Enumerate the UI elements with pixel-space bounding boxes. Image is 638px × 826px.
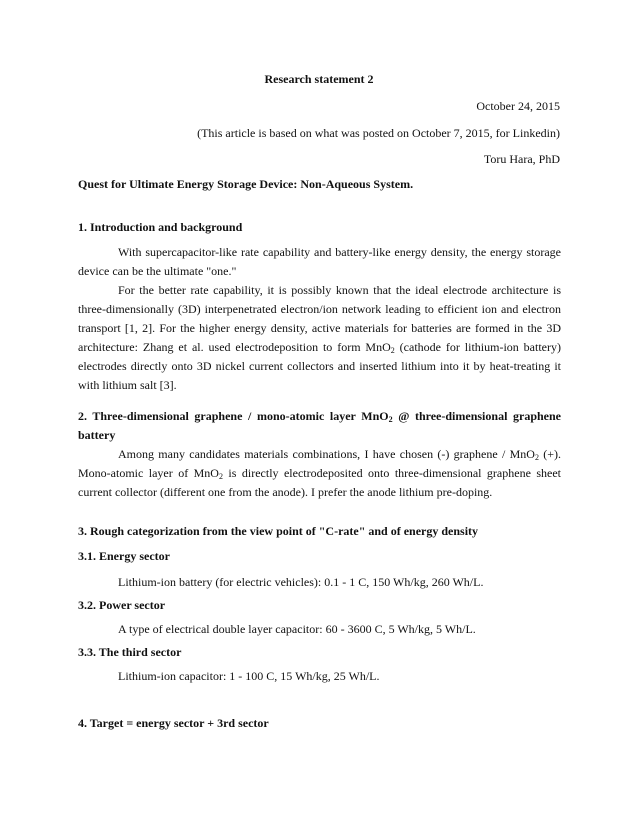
subsection-3-1-heading: 3.1. Energy sector bbox=[78, 549, 170, 563]
subscript: 2 bbox=[534, 453, 539, 462]
subscript: 2 bbox=[390, 346, 395, 355]
subsection-3-2-text: A type of electrical double layer capacitor: 60 - 3600 C, 5 Wh/kg, 5 Wh/L. bbox=[118, 622, 476, 636]
paragraph-text: (cathode for lithium-ion battery) electrodes directly onto 3D nickel current collectors and inserted lithium into it by heat-treating it with lithium salt [3]. bbox=[78, 340, 561, 392]
subsection-3-3-text: Lithium-ion capacitor: 1 - 100 C, 15 Wh/kg, 25 Wh/L. bbox=[118, 669, 380, 683]
subsection-3-3-heading: 3.3. The third sector bbox=[78, 645, 182, 659]
paragraph-text: (+). Mono-atomic layer of MnO bbox=[78, 447, 562, 480]
section-2-paragraph bbox=[78, 445, 561, 502]
paragraph-text: For the better rate capability, it is possibly known that the ideal electrode architecture is three-dimensionally (3D) interpenetrated electron/ion network leading to efficient ion and electron transport [1, 2]. For the higher energy density, active materials for batteries are formed in the 3D architecture: Zhang et al. used electrodeposition to form MnO bbox=[78, 283, 561, 354]
section-1-heading: 1. Introduction and background bbox=[78, 220, 243, 234]
heading-text: 2. Three-dimensional graphene / mono-atomic layer MnO bbox=[78, 409, 389, 423]
document-subtitle: Quest for Ultimate Energy Storage Device: Non-Aqueous System. bbox=[78, 177, 414, 191]
subsection-3-1-text: Lithium-ion battery (for electric vehicles): 0.1 - 1 C, 150 Wh/kg, 260 Wh/L. bbox=[118, 575, 484, 589]
subsection-3-2-heading: 3.2. Power sector bbox=[78, 598, 166, 612]
subscript: 2 bbox=[218, 472, 223, 481]
paragraph-text: is directly electrodeposited onto three-dimensional graphene sheet current collector (different one from the anode). I prefer the anode lithium pre-doping. bbox=[78, 466, 562, 499]
subscript: 2 bbox=[388, 415, 393, 424]
document-date: October 24, 2015 bbox=[476, 99, 560, 113]
section-2-heading bbox=[78, 407, 561, 445]
heading-text: @ three-dimensional graphene battery bbox=[78, 409, 561, 442]
document-title: Research statement 2 bbox=[264, 72, 374, 86]
section-1-paragraph-2 bbox=[78, 281, 561, 395]
section-4-heading: 4. Target = energy sector + 3rd sector bbox=[78, 716, 269, 730]
section-1-paragraph-1: With supercapacitor-like rate capability and battery-like energy density, the energy storage device can be the ultimate "one." bbox=[78, 245, 561, 278]
paragraph-text: Among many candidates materials combinations, I have chosen (-) graphene / MnO bbox=[118, 447, 535, 461]
section-3-heading: 3. Rough categorization from the view point of "C-rate" and of energy density bbox=[78, 524, 479, 538]
source-note: (This article is based on what was posted on October 7, 2015, for Linkedin) bbox=[197, 126, 560, 140]
author: Toru Hara, PhD bbox=[483, 152, 560, 166]
